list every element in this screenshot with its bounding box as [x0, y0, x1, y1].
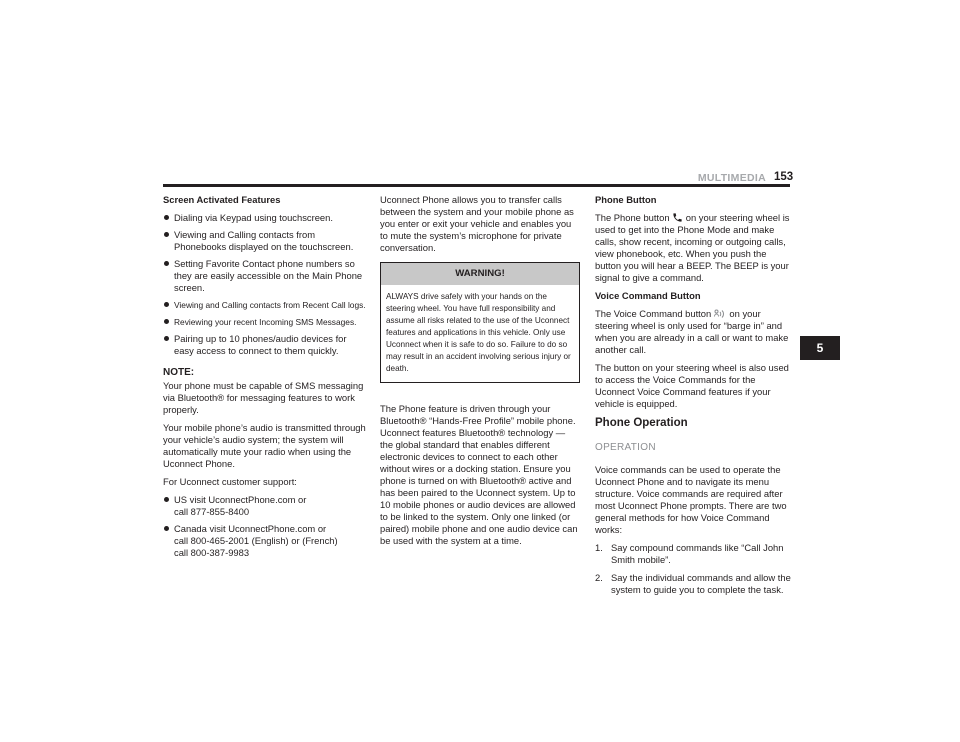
support-item-canada	[163, 523, 366, 559]
voice-command-also-paragraph: The button on your steering wheel is also used to access the Voice Commands for the Uconnect Voice Command features if your vehicle is equipped.	[595, 362, 789, 409]
screen-features-heading: Screen Activated Features	[163, 194, 281, 205]
feature-item: Pairing up to 10 phones/audio devices for easy access to connect to them quickly.	[163, 333, 366, 357]
column-2	[380, 194, 580, 553]
feature-item: Reviewing your recent Incoming SMS Messages.	[163, 316, 366, 328]
warning-title: WARNING!	[381, 263, 579, 285]
voice-command-icon	[714, 309, 727, 319]
operation-body: Voice commands can be used to operate the Uconnect Phone and to navigate its menu structure. Voice commands are required after most Uconnect Phone prompts. There are two general methods for how Voice Command works:	[595, 464, 787, 535]
feature-list	[163, 212, 366, 357]
note-title: NOTE:	[163, 367, 195, 378]
column-1	[163, 194, 366, 565]
voice-command-button-heading: Voice Command Button	[595, 290, 701, 301]
chapter-tab: 5	[800, 336, 840, 360]
support-canada-phone-english: call 800-465-2001 (English) or (French)	[174, 535, 338, 546]
feature-item: Dialing via Keypad using touchscreen.	[163, 212, 366, 224]
operation-subtitle: OPERATION	[595, 442, 656, 453]
support-intro: For Uconnect customer support:	[163, 476, 297, 487]
note-body: Your phone must be capable of SMS messaging via Bluetooth® for messaging features to work properly.	[163, 380, 364, 415]
column-3	[595, 194, 795, 602]
page-number: 153	[774, 171, 794, 183]
support-us-phone: call 877-855-8400	[174, 506, 250, 517]
voice-command-button-paragraph: The Voice Command button on your steering wheel is only used for “barge in” and when you are already in a call or want to make another call.	[595, 308, 789, 355]
list-item: 2. Say the individual commands and allow the system to guide you to complete the task.	[595, 572, 791, 595]
support-item-us	[163, 494, 366, 518]
audio-paragraph: Your mobile phone’s audio is transmitted through your vehicle’s audio system; the system will automatically mute your radio when using the Uconnect Phone.	[163, 422, 366, 469]
support-us-prefix: US visit	[174, 494, 209, 505]
feature-item: Viewing and Calling contacts from Phonebooks displayed on the touchscreen.	[163, 229, 366, 253]
support-us-site-link[interactable]: UconnectPhone.com	[208, 494, 296, 505]
support-list	[163, 494, 366, 559]
support-canada-prefix: Canada visit	[174, 523, 229, 534]
list-item: 1. Say compound commands like “Call John Smith mobile”.	[595, 542, 784, 565]
feature-item: Setting Favorite Contact phone numbers so they are easily accessible on the Main Phone screen.	[163, 258, 366, 294]
uconnect-phone-intro: Uconnect Phone allows you to transfer calls between the system and your mobile phone as you enter or exit your vehicle and enables you to mute the system’s microphone for private conversation.	[380, 194, 574, 253]
running-header-section: MULTIMEDIA	[697, 172, 766, 184]
phone-feature-body: The Phone feature is driven through your Bluetooth® “Hands-Free Profile” mobile phone. Uconnect features Bluetooth® technology — the global standard that enables different electronic devices to connect to each other without wires or a docking station. Ensure you phone is turned on with Bluetooth® active and has been paired to the Uconnect system. Up to 10 mobile phones or audio devices are allowed to be linked to the system. Only one linked (or paired) mobile phone and one audio device can be used with the system at a time.	[380, 403, 578, 546]
voice-command-methods-list	[595, 542, 795, 596]
support-canada-suffix: or	[315, 523, 327, 534]
phone-operation-title: Phone Operation	[595, 417, 688, 429]
feature-item: Viewing and Calling contacts from Recent Call logs.	[163, 299, 366, 311]
warning-box	[380, 262, 580, 383]
phone-icon	[672, 212, 683, 223]
support-canada-site-link[interactable]: UconnectPhone.com	[228, 523, 316, 534]
header-rule	[163, 184, 790, 187]
warning-body: ALWAYS drive safely with your hands on the steering wheel. You have full responsibility and assume all risks related to the use of the Uconnect features and applications in this vehicle. Only use Uconnect when it is safe to do so. Failure to do so may result in an accident involving serious injury or death.	[386, 292, 571, 373]
support-us-suffix: or	[295, 494, 307, 505]
support-canada-phone-french: call 800-387-9983	[174, 547, 250, 558]
phone-button-heading: Phone Button	[595, 194, 657, 205]
phone-button-paragraph: The Phone button on your steering wheel is used to get into the Phone Mode and make calls, show recent, incoming or outgoing calls, view phonebook, etc. When you push the button you will hear a BEEP. The BEEP is your signal to give a command.	[595, 212, 790, 283]
